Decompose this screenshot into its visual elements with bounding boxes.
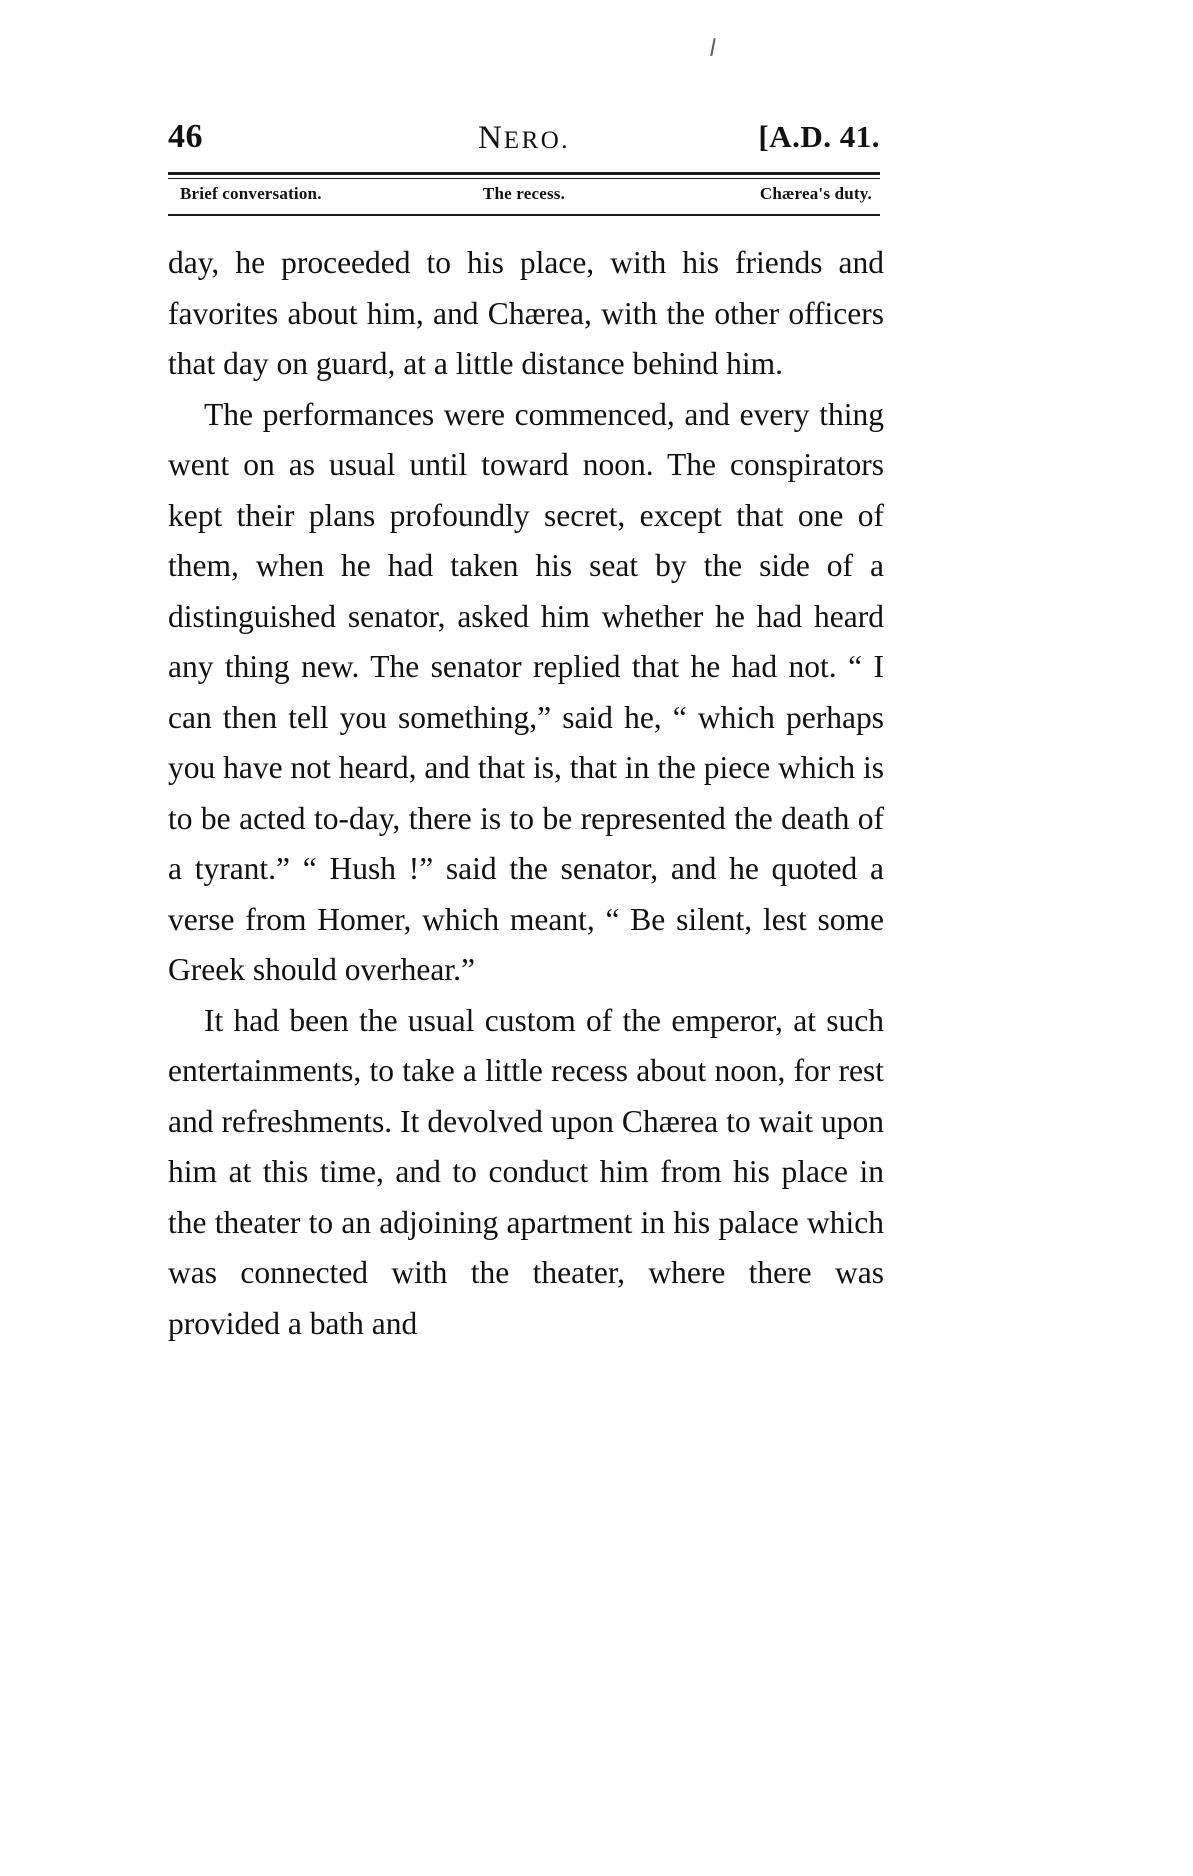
- running-title-rest: ERO: [503, 127, 562, 154]
- page-number: 46: [168, 118, 203, 155]
- sidehead-right: Chærea's duty.: [759, 184, 872, 203]
- sidehead-rule: [168, 214, 880, 216]
- body-text: [168, 238, 884, 1349]
- paragraph: The performances were commenced, and every thing went on as usual until toward noon. The conspirators kept their plans profoundly secret, except that one of them, when he had taken his seat by the side of a distinguished senator, asked him whether he had heard any thing new. The senator replied that he had not. “ I can then tell you something,” said he, “ which perhaps you have not heard, and that is, that in the piece which is to be acted to-day, there is to be represented the death of a tyrant.” “ Hush !” said the senator, and he quoted a verse from Homer, which meant, “ Be silent, lest some Greek should overhear.”: [168, 396, 884, 987]
- stray-mark: [710, 38, 715, 56]
- paragraph: It had been the usual custom of the emperor, at such entertainments, to take a little recess about noon, for rest and refreshments. It devolved upon Chærea to wait upon him at this time, and to conduct him from his place in the theater to an adjoining apartment in his palace which was connected with the theater, where there was provided a bath and: [168, 1002, 884, 1341]
- paragraph: day, he proceeded to his place, with his friends and favorites about him, and Chærea, with the other officers that day on guard, at a little distance behind him.: [168, 245, 884, 381]
- sidehead-left: Brief conversation.: [180, 184, 322, 203]
- header-rule-thin: [168, 178, 880, 179]
- date-reference: [A.D. 41.: [758, 119, 880, 154]
- sidehead-center: The recess.: [482, 184, 566, 203]
- running-title-period: .: [561, 127, 571, 154]
- page-header: [168, 118, 880, 170]
- running-title-initial: N: [477, 120, 504, 156]
- sidehead-row: [168, 184, 880, 214]
- header-rule: [168, 172, 880, 179]
- header-rule-thick: [168, 172, 880, 175]
